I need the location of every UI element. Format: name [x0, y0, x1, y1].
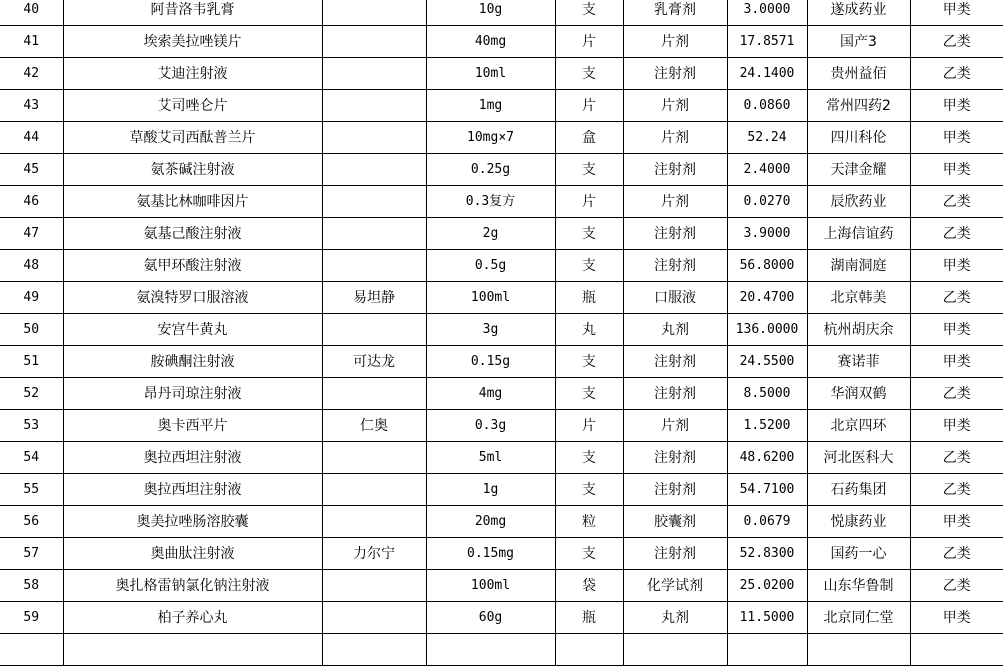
- drug-name-cell[interactable]: 奥扎格雷钠氯化钠注射液: [63, 570, 322, 602]
- insurance-class-cell[interactable]: 乙类: [910, 58, 1003, 90]
- row-number-cell[interactable]: 56: [0, 506, 63, 538]
- drug-name-cell[interactable]: 奥曲肽注射液: [63, 538, 322, 570]
- row-number-cell[interactable]: 58: [0, 570, 63, 602]
- row-number-cell[interactable]: 45: [0, 154, 63, 186]
- row-number-cell[interactable]: 43: [0, 90, 63, 122]
- specification-cell[interactable]: 4mg: [426, 378, 555, 410]
- unit-cell[interactable]: 支: [555, 154, 623, 186]
- manufacturer-cell[interactable]: 国产3: [807, 26, 910, 58]
- unit-cell[interactable]: 丸: [555, 314, 623, 346]
- brand-name-cell[interactable]: [322, 506, 426, 538]
- insurance-class-cell[interactable]: 乙类: [910, 538, 1003, 570]
- insurance-class-cell[interactable]: 甲类: [910, 0, 1003, 26]
- row-number-cell[interactable]: 47: [0, 218, 63, 250]
- brand-name-cell[interactable]: [322, 218, 426, 250]
- specification-cell[interactable]: 10g: [426, 0, 555, 26]
- unit-cell[interactable]: 片: [555, 410, 623, 442]
- table-row: [0, 570, 1003, 602]
- manufacturer-cell[interactable]: 杭州胡庆余: [807, 314, 910, 346]
- brand-name-cell[interactable]: [322, 314, 426, 346]
- specification-cell[interactable]: 0.15g: [426, 346, 555, 378]
- price-cell[interactable]: 2.4000: [727, 154, 807, 186]
- drug-name-cell[interactable]: 氨溴特罗口服溶液: [63, 282, 322, 314]
- row-number-cell[interactable]: 54: [0, 442, 63, 474]
- specification-cell[interactable]: 60g: [426, 602, 555, 634]
- dosage-form-cell[interactable]: 丸剂: [623, 314, 727, 346]
- price-cell[interactable]: 0.0679: [727, 506, 807, 538]
- row-number-cell[interactable]: 42: [0, 58, 63, 90]
- price-cell[interactable]: 48.6200: [727, 442, 807, 474]
- table-row: [0, 154, 1003, 186]
- brand-name-cell[interactable]: [322, 26, 426, 58]
- drug-name-cell[interactable]: 氨甲环酸注射液: [63, 250, 322, 282]
- price-cell[interactable]: 3.9000: [727, 218, 807, 250]
- row-number-cell[interactable]: 53: [0, 410, 63, 442]
- row-number-cell[interactable]: 51: [0, 346, 63, 378]
- table-row: [0, 538, 1003, 570]
- drug-name-cell[interactable]: 氨茶碱注射液: [63, 154, 322, 186]
- insurance-class-cell[interactable]: 乙类: [910, 186, 1003, 218]
- insurance-class-cell[interactable]: 甲类: [910, 410, 1003, 442]
- specification-cell[interactable]: 0.5g: [426, 250, 555, 282]
- table-row: [0, 0, 1003, 26]
- specification-cell[interactable]: 0.25g: [426, 154, 555, 186]
- price-cell[interactable]: 136.0000: [727, 314, 807, 346]
- drug-name-cell[interactable]: 埃索美拉唑镁片: [63, 26, 322, 58]
- insurance-class-cell[interactable]: 甲类: [910, 506, 1003, 538]
- row-number-cell[interactable]: 52: [0, 378, 63, 410]
- unit-cell[interactable]: 粒: [555, 506, 623, 538]
- manufacturer-cell[interactable]: 湖南洞庭: [807, 250, 910, 282]
- unit-cell[interactable]: 瓶: [555, 602, 623, 634]
- dosage-form-cell[interactable]: 注射剂: [623, 218, 727, 250]
- table-row: [0, 250, 1003, 282]
- specification-cell[interactable]: 0.3复方: [426, 186, 555, 218]
- specification-cell[interactable]: 100ml: [426, 570, 555, 602]
- brand-name-cell[interactable]: [322, 474, 426, 506]
- specification-cell[interactable]: 20mg: [426, 506, 555, 538]
- manufacturer-cell[interactable]: 上海信谊药: [807, 218, 910, 250]
- insurance-class-cell[interactable]: 乙类: [910, 282, 1003, 314]
- dosage-form-cell[interactable]: 注射剂: [623, 474, 727, 506]
- dosage-form-cell[interactable]: 注射剂: [623, 538, 727, 570]
- unit-cell[interactable]: 片: [555, 26, 623, 58]
- price-cell[interactable]: 25.0200: [727, 570, 807, 602]
- specification-cell[interactable]: 2g: [426, 218, 555, 250]
- insurance-class-cell[interactable]: 甲类: [910, 122, 1003, 154]
- price-cell[interactable]: 24.5500: [727, 346, 807, 378]
- dosage-form-cell[interactable]: 注射剂: [623, 442, 727, 474]
- table-row: [0, 442, 1003, 474]
- insurance-class-cell[interactable]: 甲类: [910, 314, 1003, 346]
- unit-cell[interactable]: 支: [555, 346, 623, 378]
- brand-name-cell[interactable]: 可达龙: [322, 346, 426, 378]
- row-number-cell[interactable]: 44: [0, 122, 63, 154]
- drug-name-cell[interactable]: 昂丹司琼注射液: [63, 378, 322, 410]
- brand-name-cell[interactable]: [322, 602, 426, 634]
- specification-cell[interactable]: 10mg×7: [426, 122, 555, 154]
- insurance-class-cell[interactable]: 乙类: [910, 26, 1003, 58]
- specification-cell[interactable]: 40mg: [426, 26, 555, 58]
- insurance-class-cell[interactable]: 甲类: [910, 250, 1003, 282]
- manufacturer-cell[interactable]: 贵州益佰: [807, 58, 910, 90]
- drug-name-cell[interactable]: 胺碘酮注射液: [63, 346, 322, 378]
- specification-cell[interactable]: 5ml: [426, 442, 555, 474]
- insurance-class-cell[interactable]: 乙类: [910, 378, 1003, 410]
- table-row: [0, 346, 1003, 378]
- unit-cell[interactable]: 支: [555, 0, 623, 26]
- manufacturer-cell[interactable]: 国药一心: [807, 538, 910, 570]
- unit-cell[interactable]: 瓶: [555, 282, 623, 314]
- price-cell[interactable]: 20.4700: [727, 282, 807, 314]
- table-row: [0, 122, 1003, 154]
- insurance-class-cell[interactable]: 乙类: [910, 570, 1003, 602]
- drug-name-cell[interactable]: 艾司唑仑片: [63, 90, 322, 122]
- price-cell[interactable]: 52.8300: [727, 538, 807, 570]
- specification-cell[interactable]: 3g: [426, 314, 555, 346]
- manufacturer-cell[interactable]: 遂成药业: [807, 0, 910, 26]
- unit-cell[interactable]: 片: [555, 90, 623, 122]
- dosage-form-cell[interactable]: 化学试剂: [623, 570, 727, 602]
- brand-name-cell[interactable]: [322, 186, 426, 218]
- brand-name-cell[interactable]: [322, 0, 426, 26]
- row-number-cell[interactable]: 57: [0, 538, 63, 570]
- manufacturer-cell[interactable]: 赛诺菲: [807, 346, 910, 378]
- price-cell[interactable]: 1.5200: [727, 410, 807, 442]
- table-row: [0, 282, 1003, 314]
- row-number-cell[interactable]: 48: [0, 250, 63, 282]
- table-row: [0, 410, 1003, 442]
- row-number-cell[interactable]: 59: [0, 602, 63, 634]
- brand-name-cell[interactable]: 仁奥: [322, 410, 426, 442]
- dosage-form-cell[interactable]: 片剂: [623, 186, 727, 218]
- insurance-class-cell[interactable]: 甲类: [910, 602, 1003, 634]
- brand-name-cell[interactable]: 易坦静: [322, 282, 426, 314]
- manufacturer-cell[interactable]: 北京韩美: [807, 282, 910, 314]
- drug-name-cell[interactable]: 氨基比林咖啡因片: [63, 186, 322, 218]
- drug-name-cell[interactable]: 奥卡西平片: [63, 410, 322, 442]
- unit-cell[interactable]: 片: [555, 186, 623, 218]
- drug-name-cell[interactable]: 安宫牛黄丸: [63, 314, 322, 346]
- brand-name-cell[interactable]: [322, 250, 426, 282]
- brand-name-cell[interactable]: [322, 154, 426, 186]
- dosage-form-cell[interactable]: 口服液: [623, 282, 727, 314]
- table-row: [0, 58, 1003, 90]
- drug-name-cell[interactable]: 奥拉西坦注射液: [63, 442, 322, 474]
- insurance-class-cell[interactable]: 乙类: [910, 218, 1003, 250]
- table-row: [0, 90, 1003, 122]
- dosage-form-cell[interactable]: 胶囊剂: [623, 506, 727, 538]
- manufacturer-cell[interactable]: 天津金耀: [807, 154, 910, 186]
- drug-name-cell[interactable]: 奥美拉唑肠溶胶囊: [63, 506, 322, 538]
- dosage-form-cell[interactable]: 注射剂: [623, 378, 727, 410]
- manufacturer-cell[interactable]: 常州四药2: [807, 90, 910, 122]
- drug-name-cell[interactable]: 草酸艾司西酞普兰片: [63, 122, 322, 154]
- brand-name-cell[interactable]: [322, 58, 426, 90]
- table-row: [0, 506, 1003, 538]
- brand-name-cell[interactable]: [322, 122, 426, 154]
- specification-cell[interactable]: 0.15mg: [426, 538, 555, 570]
- specification-cell[interactable]: 1g: [426, 474, 555, 506]
- brand-name-cell[interactable]: [322, 570, 426, 602]
- row-number-cell[interactable]: 55: [0, 474, 63, 506]
- brand-name-cell[interactable]: [322, 442, 426, 474]
- price-cell[interactable]: 56.8000: [727, 250, 807, 282]
- row-number-cell[interactable]: 46: [0, 186, 63, 218]
- dosage-form-cell[interactable]: 片剂: [623, 410, 727, 442]
- manufacturer-cell[interactable]: 四川科伦: [807, 122, 910, 154]
- manufacturer-cell[interactable]: 山东华鲁制: [807, 570, 910, 602]
- unit-cell[interactable]: 支: [555, 378, 623, 410]
- specification-cell[interactable]: 0.3g: [426, 410, 555, 442]
- drug-name-cell[interactable]: 奥拉西坦注射液: [63, 474, 322, 506]
- insurance-class-cell[interactable]: 乙类: [910, 442, 1003, 474]
- insurance-class-cell[interactable]: 乙类: [910, 474, 1003, 506]
- drug-name-cell[interactable]: 氨基己酸注射液: [63, 218, 322, 250]
- unit-cell[interactable]: 支: [555, 250, 623, 282]
- row-number-cell[interactable]: 49: [0, 282, 63, 314]
- drug-name-cell[interactable]: 阿昔洛韦乳膏: [63, 0, 322, 26]
- unit-cell[interactable]: 支: [555, 474, 623, 506]
- dosage-form-cell[interactable]: 丸剂: [623, 602, 727, 634]
- insurance-class-cell[interactable]: 甲类: [910, 154, 1003, 186]
- table-row: [0, 378, 1003, 410]
- dosage-form-cell[interactable]: 片剂: [623, 90, 727, 122]
- manufacturer-cell[interactable]: 北京四环: [807, 410, 910, 442]
- table-row: [0, 474, 1003, 506]
- unit-cell[interactable]: 盒: [555, 122, 623, 154]
- dosage-form-cell[interactable]: 注射剂: [623, 250, 727, 282]
- manufacturer-cell[interactable]: 北京同仁堂: [807, 602, 910, 634]
- manufacturer-cell[interactable]: 石药集团: [807, 474, 910, 506]
- manufacturer-cell[interactable]: 悦康药业: [807, 506, 910, 538]
- specification-cell[interactable]: 1mg: [426, 90, 555, 122]
- price-cell[interactable]: 3.0000: [727, 0, 807, 26]
- unit-cell[interactable]: 支: [555, 538, 623, 570]
- table-row: [0, 218, 1003, 250]
- table-row: [0, 602, 1003, 634]
- dosage-form-cell[interactable]: 注射剂: [623, 58, 727, 90]
- table-row: [0, 26, 1003, 58]
- manufacturer-cell[interactable]: 河北医科大: [807, 442, 910, 474]
- insurance-class-cell[interactable]: 甲类: [910, 346, 1003, 378]
- price-cell[interactable]: 24.1400: [727, 58, 807, 90]
- manufacturer-cell[interactable]: 辰欣药业: [807, 186, 910, 218]
- specification-cell[interactable]: 10ml: [426, 58, 555, 90]
- price-cell[interactable]: 0.0270: [727, 186, 807, 218]
- manufacturer-cell[interactable]: 华润双鹤: [807, 378, 910, 410]
- row-number-cell[interactable]: 50: [0, 314, 63, 346]
- dosage-form-cell[interactable]: 片剂: [623, 26, 727, 58]
- drug-name-cell[interactable]: 柏子养心丸: [63, 602, 322, 634]
- price-cell[interactable]: 54.7100: [727, 474, 807, 506]
- price-cell[interactable]: 52.24: [727, 122, 807, 154]
- price-cell[interactable]: 8.5000: [727, 378, 807, 410]
- row-number-cell[interactable]: 40: [0, 0, 63, 26]
- dosage-form-cell[interactable]: 乳膏剂: [623, 0, 727, 26]
- unit-cell[interactable]: 支: [555, 442, 623, 474]
- unit-cell[interactable]: 支: [555, 58, 623, 90]
- brand-name-cell[interactable]: 力尔宁: [322, 538, 426, 570]
- drug-name-cell[interactable]: 艾迪注射液: [63, 58, 322, 90]
- brand-name-cell[interactable]: [322, 378, 426, 410]
- price-cell[interactable]: 0.0860: [727, 90, 807, 122]
- table-row: [0, 186, 1003, 218]
- brand-name-cell[interactable]: [322, 90, 426, 122]
- row-number-cell[interactable]: 41: [0, 26, 63, 58]
- dosage-form-cell[interactable]: 注射剂: [623, 154, 727, 186]
- specification-cell[interactable]: 100ml: [426, 282, 555, 314]
- unit-cell[interactable]: 支: [555, 218, 623, 250]
- insurance-class-cell[interactable]: 甲类: [910, 90, 1003, 122]
- unit-cell[interactable]: 袋: [555, 570, 623, 602]
- table-row: [0, 314, 1003, 346]
- dosage-form-cell[interactable]: 注射剂: [623, 346, 727, 378]
- price-cell[interactable]: 11.5000: [727, 602, 807, 634]
- price-cell[interactable]: 17.8571: [727, 26, 807, 58]
- dosage-form-cell[interactable]: 片剂: [623, 122, 727, 154]
